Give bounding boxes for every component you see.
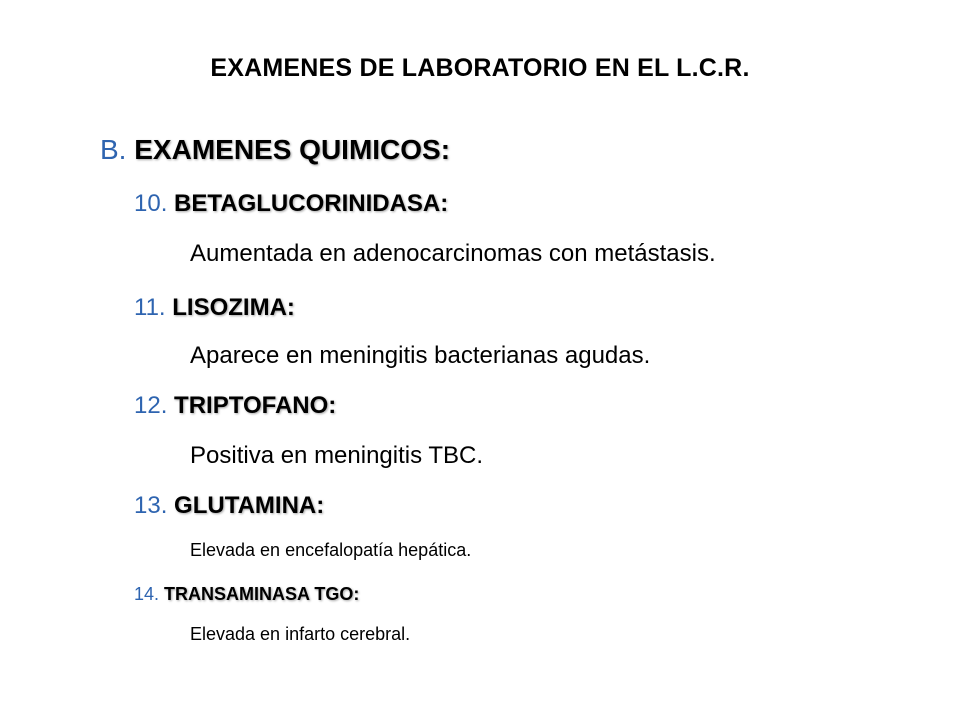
item-description: Elevada en encefalopatía hepática. (190, 540, 472, 560)
item-description: Elevada en infarto cerebral. (190, 624, 411, 644)
item-number: 12. (134, 392, 168, 419)
item-name: TRIPTOFANO: (174, 392, 337, 419)
section-letter: B. (100, 134, 127, 165)
item-description: Aumentada en adenocarcinomas con metástasis. (190, 240, 716, 267)
item-name: TRANSAMINASA TGO: (164, 584, 360, 604)
item-description: Positiva en meningitis TBC. (190, 442, 484, 469)
item-name: LISOZIMA: (172, 294, 295, 321)
item-number: 13. (134, 492, 168, 519)
item-number: 10. (134, 190, 168, 217)
list-item-12 (134, 392, 336, 420)
item-number: 11. (134, 294, 166, 321)
list-item-13 (134, 492, 324, 520)
item-name: BETAGLUCORINIDASA: (174, 190, 449, 217)
item-name: GLUTAMINA: (174, 492, 325, 519)
slide-title: EXAMENES DE LABORATORIO EN EL L.C.R. (210, 54, 750, 82)
section-heading (100, 134, 450, 166)
list-item-11 (134, 294, 295, 322)
section-title: EXAMENES QUIMICOS: (134, 134, 451, 165)
item-description: Aparece en meningitis bacterianas agudas. (190, 342, 651, 369)
list-item-14 (134, 584, 359, 605)
list-item-10 (134, 190, 448, 218)
item-number: 14. (134, 584, 160, 604)
